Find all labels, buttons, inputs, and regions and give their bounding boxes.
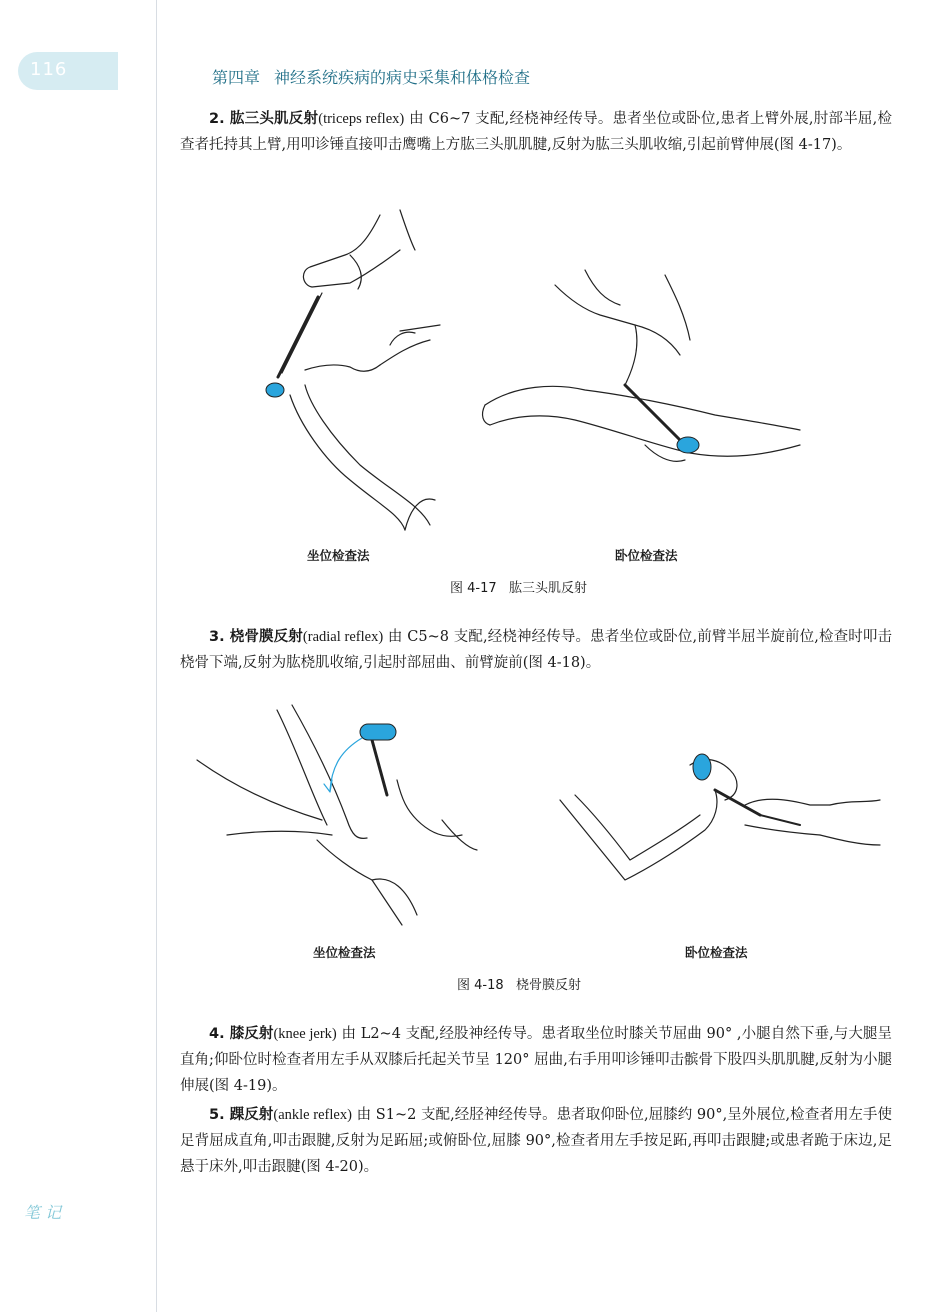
figure-4-18-supine-illustration <box>555 745 885 895</box>
figure-4-18-sitting-illustration <box>192 700 482 930</box>
section-body: 由 C5~8 支配,经桡神经传导。患者坐位或卧位,前臂半屈半旋前位,检查时叩击桡骨下端,反射为肱桡肌收缩,引起肘部屈曲、前臂旋前(图 4-18)。 <box>180 629 892 671</box>
section-heading: 4. 膝反射 <box>209 1026 274 1042</box>
section-term: (ankle reflex) <box>273 1107 352 1123</box>
section-body: 由 L2~4 支配,经股神经传导。患者取坐位时膝关节屈曲 90° ,小腿自然下垂,与大腿呈直角;仰卧位时检查者用左手从双膝后托起关节呈 120° 屈曲,右手用叩诊锤叩击髌骨下股四头肌肌腱,反射为小腿伸展(图 4-19)。 <box>180 1026 892 1094</box>
section-heading: 3. 桡骨膜反射 <box>209 629 303 645</box>
chapter-header <box>212 65 530 88</box>
figure-4-18-panel-right-label: 卧位检查法 <box>685 945 748 960</box>
section-heading: 5. 踝反射 <box>209 1107 274 1123</box>
section-heading: 2. 肱三头肌反射 <box>209 111 319 127</box>
figure-4-17-panel-right-label: 卧位检查法 <box>615 548 678 563</box>
page-number: 116 <box>30 59 68 80</box>
chapter-title: 神经系统疾病的病史采集和体格检查 <box>274 68 531 87</box>
section-ankle <box>180 1102 892 1180</box>
figure-4-17-sitting-illustration <box>230 205 460 535</box>
figure-title: 桡骨膜反射 <box>516 978 582 993</box>
margin-rule <box>156 0 157 1312</box>
figure-title: 肱三头肌反射 <box>509 581 588 596</box>
figure-4-18-caption <box>457 974 581 993</box>
figure-4-17-panel-left-label: 坐位检查法 <box>307 548 370 563</box>
section-radial <box>180 624 892 676</box>
chapter-label: 第四章 <box>212 68 261 87</box>
section-term: (triceps reflex) <box>318 111 405 127</box>
section-triceps <box>180 106 892 158</box>
figure-4-18-panel-left-label: 坐位检查法 <box>313 945 376 960</box>
section-knee <box>180 1021 892 1099</box>
figure-label: 图 4-17 <box>450 581 497 596</box>
section-term: (radial reflex) <box>302 629 384 645</box>
figure-4-17-caption <box>450 577 587 596</box>
margin-note: 笔 记 <box>24 1203 62 1222</box>
figure-4-17-supine-illustration <box>475 255 805 485</box>
figure-label: 图 4-18 <box>457 978 504 993</box>
section-body: 由 C6~7 支配,经桡神经传导。患者坐位或卧位,患者上臂外展,肘部半屈,检查者托持其上臂,用叩诊锤直接叩击鹰嘴上方肱三头肌肌腱,反射为肱三头肌收缩,引起前臂伸展(图 4-17)。 <box>180 111 892 153</box>
section-term: (knee jerk) <box>273 1026 337 1042</box>
section-body: 由 S1~2 支配,经胫神经传导。患者取仰卧位,屈膝约 90°,呈外展位,检查者用左手使足背屈成直角,叩击跟腱,反射为足跖屈;或俯卧位,屈膝 90°,检查者用左手按足跖,再叩击跟腱;或患者跪于床边,足悬于床外,叩击跟腱(图 4-20)。 <box>180 1107 892 1175</box>
